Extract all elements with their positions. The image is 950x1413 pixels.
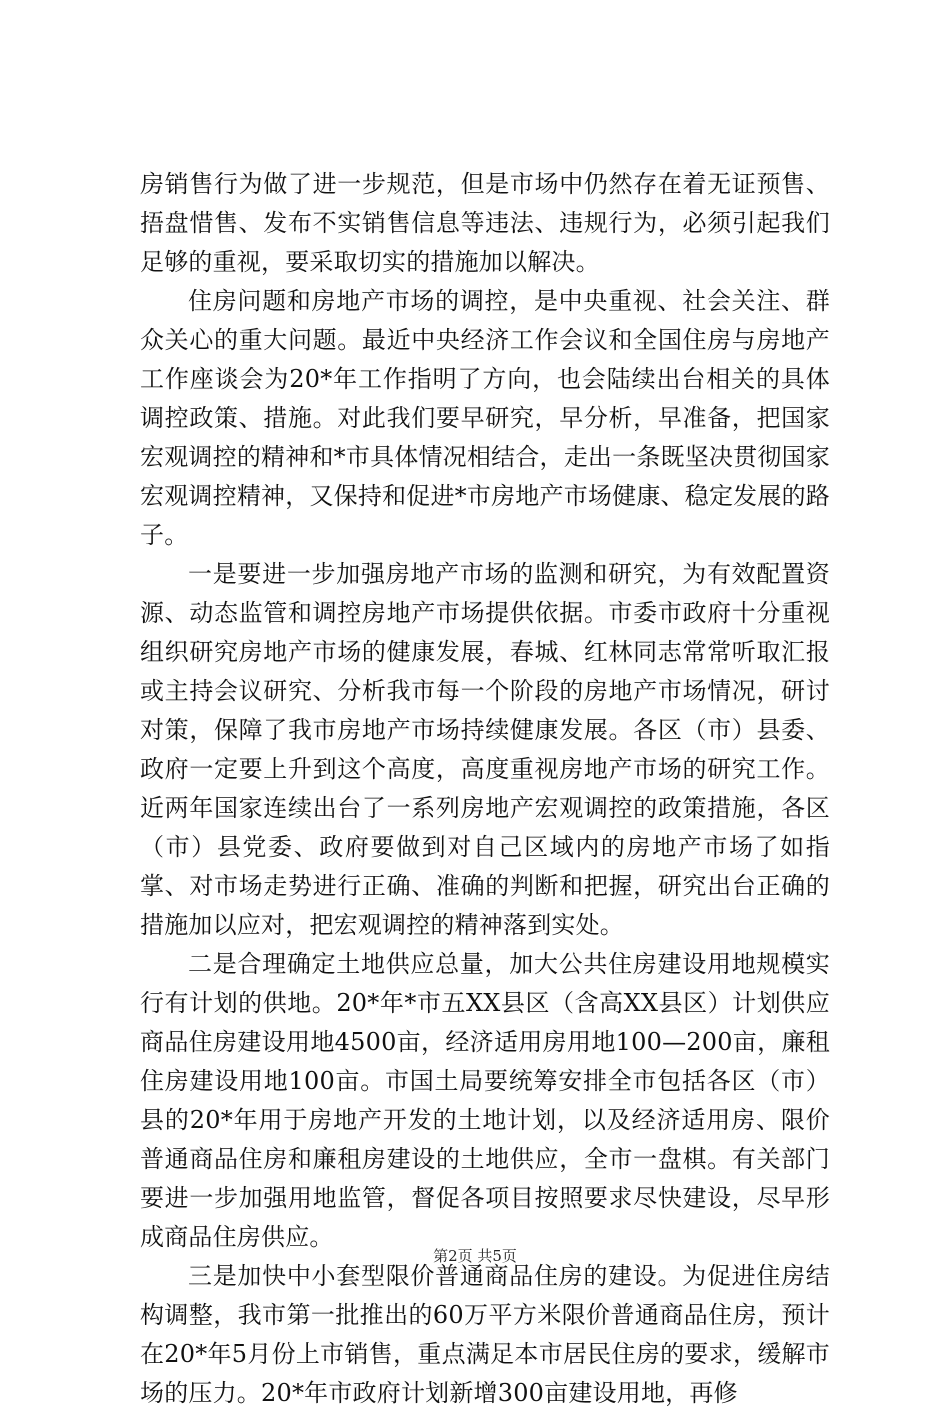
paragraph-point-two: 二是合理确定土地供应总量，加大公共住房建设用地规模实行有计划的供地。20*年*市五XX县区（含高XX县区）计划供应商品住房建设用地4500亩，经济适用房用地100—200亩，廉租住房建设用地100亩。市国土局要统筹安排全市包括各区（市）县的20*年用于房地产开发的土地计划，以及经济适用房、限价普通商品住房和廉租房建设的土地供应，全市一盘棋。有关部门要进一步加强用地监管，督促各项目按照要求尽快建设，尽早形成商品住房供应。 bbox=[140, 950, 830, 1251]
paragraph-point-three: 三是加快中小套型限价普通商品住房的建设。为促进住房结构调整，我市第一批推出的60万平方米限价普通商品住房，预计在20*年5月份上市销售，重点满足本市居民住房的要求，缓解市场的压力。20*年市政府计划新增300亩建设用地，再修 bbox=[140, 1262, 830, 1407]
paragraph-housing-regulation: 住房问题和房地产市场的调控，是中央重视、社会关注、群众关心的重大问题。最近中央经济工作会议和全国住房与房地产工作座谈会为20*年工作指明了方向，也会陆续出台相关的具体调控政策、措施。对此我们要早研究，早分析，早准备，把国家宏观调控的精神和*市具体情况相结合，走出一条既坚决贯彻国家宏观调控精神，又保持和促进*市房地产市场健康、稳定发展的路子。 bbox=[140, 287, 830, 549]
paragraph-point-one: 一是要进一步加强房地产市场的监测和研究，为有效配置资源、动态监管和调控房地产市场提供依据。市委市政府十分重视组织研究房地产市场的健康发展，春城、红林同志常常听取汇报或主持会议研究、分析我市每一个阶段的房地产市场情况，研讨对策，保障了我市房地产市场持续健康发展。各区（市）县委、政府一定要上升到这个高度，高度重视房地产市场的研究工作。近两年国家连续出台了一系列房地产宏观调控的政策措施，各区（市）县党委、政府要做到对自己区域内的房地产市场了如指掌、对市场走势进行正确、准确的判断和把握，研究出台正确的措施加以应对，把宏观调控的精神落到实处。 bbox=[140, 560, 830, 939]
document-body bbox=[140, 165, 830, 1413]
page-footer: 第2页 共5页 bbox=[433, 1247, 517, 1265]
paragraph-continuation: 房销售行为做了进一步规范，但是市场中仍然存在着无证预售、捂盘惜售、发布不实销售信息等违法、违规行为，必须引起我们足够的重视，要采取切实的措施加以解决。 bbox=[140, 170, 830, 276]
